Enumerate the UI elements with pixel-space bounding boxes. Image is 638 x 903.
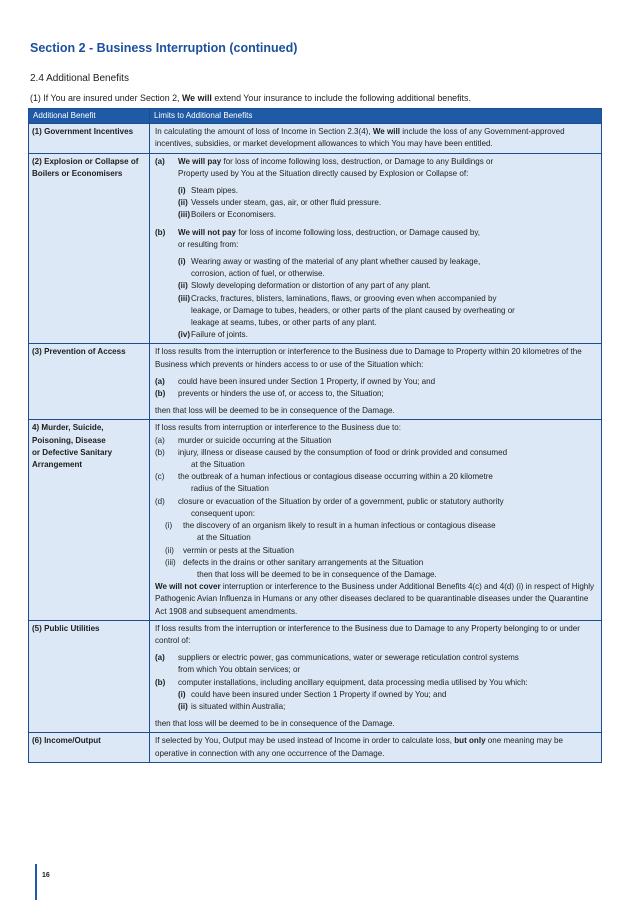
benefit-label: (5) Public Utilities xyxy=(29,620,150,733)
table-row xyxy=(29,620,602,733)
benefit-label: 4) Murder, Suicide, Poisoning, Disease or Defective Sanitary Arrangement xyxy=(29,420,150,620)
benefit-label: (1) Government Incentives xyxy=(29,124,150,153)
table-row xyxy=(29,420,602,620)
additional-benefits-table xyxy=(28,108,602,763)
column-header-benefit: Additional Benefit xyxy=(29,109,150,124)
section-title: Section 2 - Business Interruption (continued) xyxy=(30,41,298,55)
subheading: 2.4 Additional Benefits xyxy=(30,73,129,84)
table-row xyxy=(29,124,602,153)
benefit-limits: If selected by You, Output may be used instead of Income in order to calculate loss, but only one meaning may be operative in connection with any one occurrence of the Damage. xyxy=(150,733,602,762)
benefit-limits: (a) We will pay for loss of income following loss, destruction, or Damage to any Buildings or Property used by You at the Situation directly caused by Explosion or Collapse of: (i) Steam pipes. (ii) Vessels under steam, gas, air, or other fluid pressure. (iii) Boilers or Economisers. (b) We will not pay for loss of income following loss, destruction, or Damage caused by, or resulting from: (i) Wearing away or wasting of the material of any plant whether caused by leakage, corrosion, action of fuel, or otherwise. (ii) Slowly developing deformation or distortion of any part of any plant. (iii) Cracks, fractures, blisters, laminations, flaws, or grooving even when accompanied by leakage, or Damage to tubes, headers, or other parts of the plant caused by overheating or leakage at seams, tubes, or other parts of any plant. (iv) Failure of joints. xyxy=(150,153,602,344)
table-row xyxy=(29,344,602,420)
table-row xyxy=(29,153,602,344)
column-header-limits: Limits to Additional Benefits xyxy=(150,109,602,124)
benefit-label: (6) Income/Output xyxy=(29,733,150,762)
table-row xyxy=(29,733,602,762)
benefit-limits: If loss results from the interruption or interference to the Business due to Damage to Property within 20 kilometres of the Business which prevents or hinders access to or use of the Situation which: (a) could have been insured under Section 1 Property, if owned by You; and (b) prevents or hinders the use of, or access to, the Situation; then that loss will be deemed to be in consequence of the Damage. xyxy=(150,344,602,420)
benefit-label: (3) Prevention of Access xyxy=(29,344,150,420)
benefit-limits: In calculating the amount of loss of Income in Section 2.3(4), We will include the loss of any Government-approved incentives, subsidies, or market development allowances to which You may have been entitled. xyxy=(150,124,602,153)
page-number-bar xyxy=(35,864,37,900)
benefit-limits: If loss results from interruption or interference to the Business due to: (a) murder or suicide occurring at the Situation (b) injury, illness or disease caused by the consumption of food or drink provided and consumed at the Situation (c) the outbreak of a human infectious or contagious disease occurring within a 20 kilometre radius of the Situation (d) closure or evacuation of the Situation by order of a government, public or statutory authority consequent upon: (i) the discovery of an organism likely to result in a human infectious or contagious disease at the Situation (ii) vermin or pests at the Situation (iii) defects in the drains or other sanitary arrangements at the Situation then that loss will be deemed to be in consequence of the Damage. We will not cover interruption or interference to the Business under Additional Benefits 4(c) and 4(d) (i) in respect of Highly Pathogenic Avian Influenza in Humans or any other diseases declared to be quarantinable diseases under the Quarantine Act 1908 and subsequent amendments. xyxy=(150,420,602,620)
benefit-limits: If loss results from the interruption or interference to the Business due to Damage to any Property belonging to or under control of: (a) suppliers or electric power, gas communications, water or sewerage reticulation control systems from which You obtain services; or (b) computer installations, including ancillary equipment, data processing media utilised by You which: (i) could have been insured under Section 1 Property if owned by You; and (ii) is situated within Australia; then that loss will be deemed to be in consequence of the Damage. xyxy=(150,620,602,733)
intro-text: (1) If You are insured under Section 2, We will extend Your insurance to include the following additional benefits. xyxy=(30,93,471,103)
benefit-label: (2) Explosion or Collapse of Boilers or Economisers xyxy=(29,153,150,344)
page-number: 16 xyxy=(42,872,50,879)
